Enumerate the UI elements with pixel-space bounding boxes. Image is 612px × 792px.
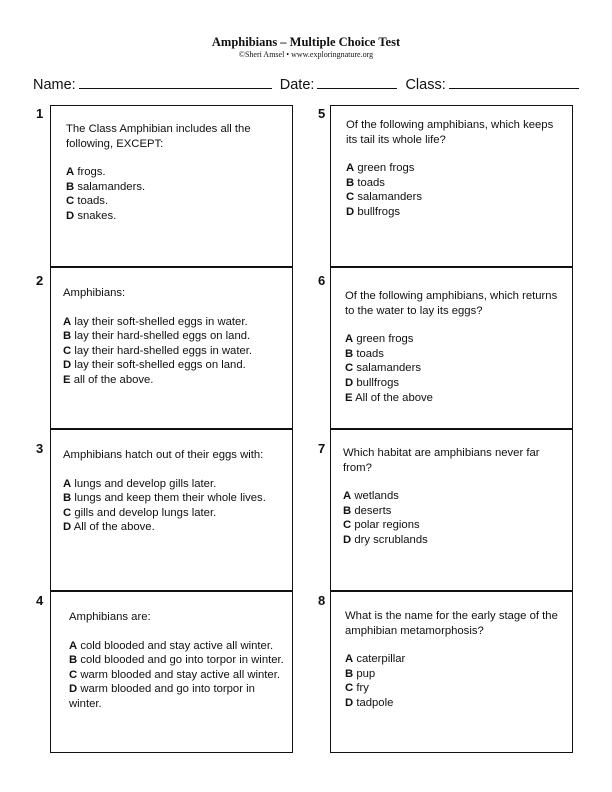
- question-number: 3: [36, 441, 44, 456]
- answer-option[interactable]: [63, 520, 285, 535]
- option-text: All of the above.: [73, 521, 155, 534]
- name-blank[interactable]: [79, 74, 272, 89]
- option-letter: A: [343, 490, 352, 503]
- option-text: warm blooded and go into torpor in winter.: [69, 683, 255, 710]
- question-number: 7: [318, 441, 326, 456]
- option-text: salamanders: [357, 191, 422, 204]
- option-letter: A: [345, 333, 354, 346]
- answer-option[interactable]: [69, 653, 287, 668]
- answer-option[interactable]: [345, 652, 565, 667]
- option-letter: B: [345, 347, 354, 360]
- question-box-6: [330, 267, 573, 429]
- answer-option[interactable]: [69, 682, 287, 711]
- option-letter: D: [345, 376, 354, 389]
- date-blank[interactable]: [317, 74, 397, 89]
- answer-options: [66, 165, 292, 223]
- option-letter: B: [63, 330, 72, 343]
- answer-option[interactable]: [345, 332, 560, 347]
- answer-options: [63, 315, 292, 388]
- question-text: Which habitat are amphibians never far from?: [343, 447, 540, 474]
- option-text: salamanders.: [77, 180, 146, 193]
- option-letter: D: [343, 533, 352, 546]
- option-text: bullfrogs: [356, 376, 400, 389]
- answer-options: [346, 161, 572, 219]
- answer-option[interactable]: [345, 391, 560, 406]
- option-text: bullfrogs: [357, 205, 401, 218]
- option-text: warm blooded and stay active all winter.: [80, 668, 280, 681]
- question-box-8: [330, 591, 573, 753]
- answer-options: [343, 489, 572, 547]
- option-text: lay their soft-shelled eggs on land.: [74, 359, 246, 372]
- answer-option[interactable]: [346, 205, 556, 220]
- date-label: Date:: [279, 77, 315, 93]
- option-text: salamanders: [356, 362, 421, 375]
- question-text: The Class Amphibian includes all the following, EXCEPT:: [66, 123, 251, 150]
- option-letter: A: [345, 653, 354, 666]
- option-text: fry: [356, 682, 369, 695]
- answer-option[interactable]: [63, 373, 285, 388]
- answer-option[interactable]: [343, 518, 558, 533]
- name-label: Name:: [33, 77, 76, 93]
- question-box-7: [330, 429, 573, 591]
- option-text: tadpole: [356, 696, 394, 709]
- question-text: What is the name for the early stage of the amphibian metamorphosis?: [345, 610, 558, 637]
- option-text: frogs.: [77, 166, 106, 179]
- option-letter: A: [63, 315, 72, 328]
- question-number: 8: [318, 593, 326, 608]
- option-text: toads: [356, 347, 384, 360]
- option-letter: A: [346, 162, 355, 175]
- answer-option[interactable]: [345, 376, 560, 391]
- question-text: Of the following amphibians, which returns to the water to lay its eggs?: [345, 290, 558, 317]
- option-text: all of the above.: [73, 373, 154, 386]
- answer-option[interactable]: [66, 209, 271, 224]
- answer-option[interactable]: [63, 344, 285, 359]
- answer-option[interactable]: [63, 315, 285, 330]
- option-letter: D: [63, 521, 72, 534]
- option-text: dry scrublands: [354, 533, 428, 546]
- answer-option[interactable]: [343, 504, 558, 519]
- option-text: lungs and develop gills later.: [74, 477, 217, 490]
- option-text: lay their hard-shelled eggs on land.: [74, 330, 251, 343]
- class-label: Class:: [405, 77, 446, 93]
- option-letter: D: [346, 205, 355, 218]
- option-letter: C: [63, 344, 72, 357]
- option-letter: D: [66, 209, 75, 222]
- author-credit: ©Sheri Amsel • www.exploringnature.org: [238, 50, 374, 59]
- answer-options: [345, 332, 572, 405]
- answer-option[interactable]: [345, 667, 565, 682]
- question-number: 1: [36, 106, 44, 121]
- question-number: 2: [36, 273, 44, 288]
- option-letter: D: [63, 359, 72, 372]
- answer-option[interactable]: [343, 533, 558, 548]
- question-box-1: [50, 105, 293, 267]
- question-text: Of the following amphibians, which keeps its tail its whole life?: [346, 119, 554, 146]
- answer-option[interactable]: [63, 358, 285, 373]
- answer-option[interactable]: [69, 639, 287, 654]
- answer-option[interactable]: [343, 489, 558, 504]
- option-letter: B: [345, 667, 354, 680]
- answer-option[interactable]: [66, 194, 271, 209]
- option-text: pup: [356, 667, 376, 680]
- answer-options: [69, 639, 292, 712]
- option-text: gills and develop lungs later.: [74, 506, 217, 519]
- option-letter: E: [345, 391, 353, 404]
- option-text: toads: [357, 176, 385, 189]
- option-text: cold blooded and go into torpor in winter.: [80, 654, 284, 667]
- question-box-3: [50, 429, 293, 591]
- answer-options: [345, 652, 572, 710]
- option-text: snakes.: [77, 209, 117, 222]
- option-letter: B: [66, 180, 75, 193]
- option-letter: B: [69, 654, 78, 667]
- question-box-4: [50, 591, 293, 753]
- option-letter: D: [345, 696, 354, 709]
- option-text: polar regions: [354, 519, 420, 532]
- question-box-2: [50, 267, 293, 429]
- option-text: lungs and keep them their whole lives.: [74, 492, 266, 505]
- class-blank[interactable]: [449, 74, 579, 89]
- option-text: lay their soft-shelled eggs in water.: [74, 315, 248, 328]
- answer-option[interactable]: [66, 165, 271, 180]
- test-title: Amphibians – Multiple Choice Test: [211, 35, 401, 49]
- option-letter: D: [69, 683, 78, 696]
- question-number: 6: [318, 273, 326, 288]
- option-text: wetlands: [354, 490, 399, 503]
- option-letter: C: [63, 506, 72, 519]
- answer-option[interactable]: [63, 506, 285, 521]
- answer-options: [63, 477, 292, 535]
- answer-option[interactable]: [345, 681, 565, 696]
- question-text: Amphibians are:: [69, 611, 151, 623]
- answer-option[interactable]: [345, 696, 565, 711]
- option-letter: A: [69, 639, 78, 652]
- option-text: All of the above: [355, 391, 433, 404]
- option-letter: E: [63, 373, 71, 386]
- option-text: toads.: [77, 195, 109, 208]
- student-info-line: [33, 74, 578, 93]
- option-letter: B: [63, 492, 72, 505]
- option-letter: C: [345, 362, 354, 375]
- answer-option[interactable]: [63, 329, 285, 344]
- question-text: Amphibians:: [63, 287, 126, 299]
- option-text: deserts: [354, 504, 392, 517]
- option-letter: B: [343, 504, 352, 517]
- answer-option[interactable]: [346, 161, 556, 176]
- option-letter: C: [66, 195, 75, 208]
- answer-option[interactable]: [66, 180, 271, 195]
- option-letter: A: [66, 166, 75, 179]
- option-letter: C: [69, 668, 78, 681]
- answer-option[interactable]: [346, 190, 556, 205]
- option-letter: C: [343, 519, 352, 532]
- option-letter: C: [345, 682, 354, 695]
- answer-option[interactable]: [69, 668, 287, 683]
- option-text: lay their hard-shelled eggs in water.: [74, 344, 253, 357]
- option-letter: C: [346, 191, 355, 204]
- answer-option[interactable]: [346, 176, 556, 191]
- option-letter: B: [346, 176, 355, 189]
- question-number: 4: [36, 593, 44, 608]
- question-number: 5: [318, 106, 326, 121]
- answer-option[interactable]: [63, 491, 285, 506]
- option-text: green frogs: [356, 333, 414, 346]
- option-text: caterpillar: [356, 653, 406, 666]
- question-text: Amphibians hatch out of their eggs with:: [63, 449, 264, 461]
- answer-option[interactable]: [63, 477, 285, 492]
- question-box-5: [330, 105, 573, 267]
- answer-option[interactable]: [345, 347, 560, 362]
- option-letter: A: [63, 477, 72, 490]
- option-text: cold blooded and stay active all winter.: [80, 639, 274, 652]
- option-text: green frogs: [357, 162, 415, 175]
- answer-option[interactable]: [345, 361, 560, 376]
